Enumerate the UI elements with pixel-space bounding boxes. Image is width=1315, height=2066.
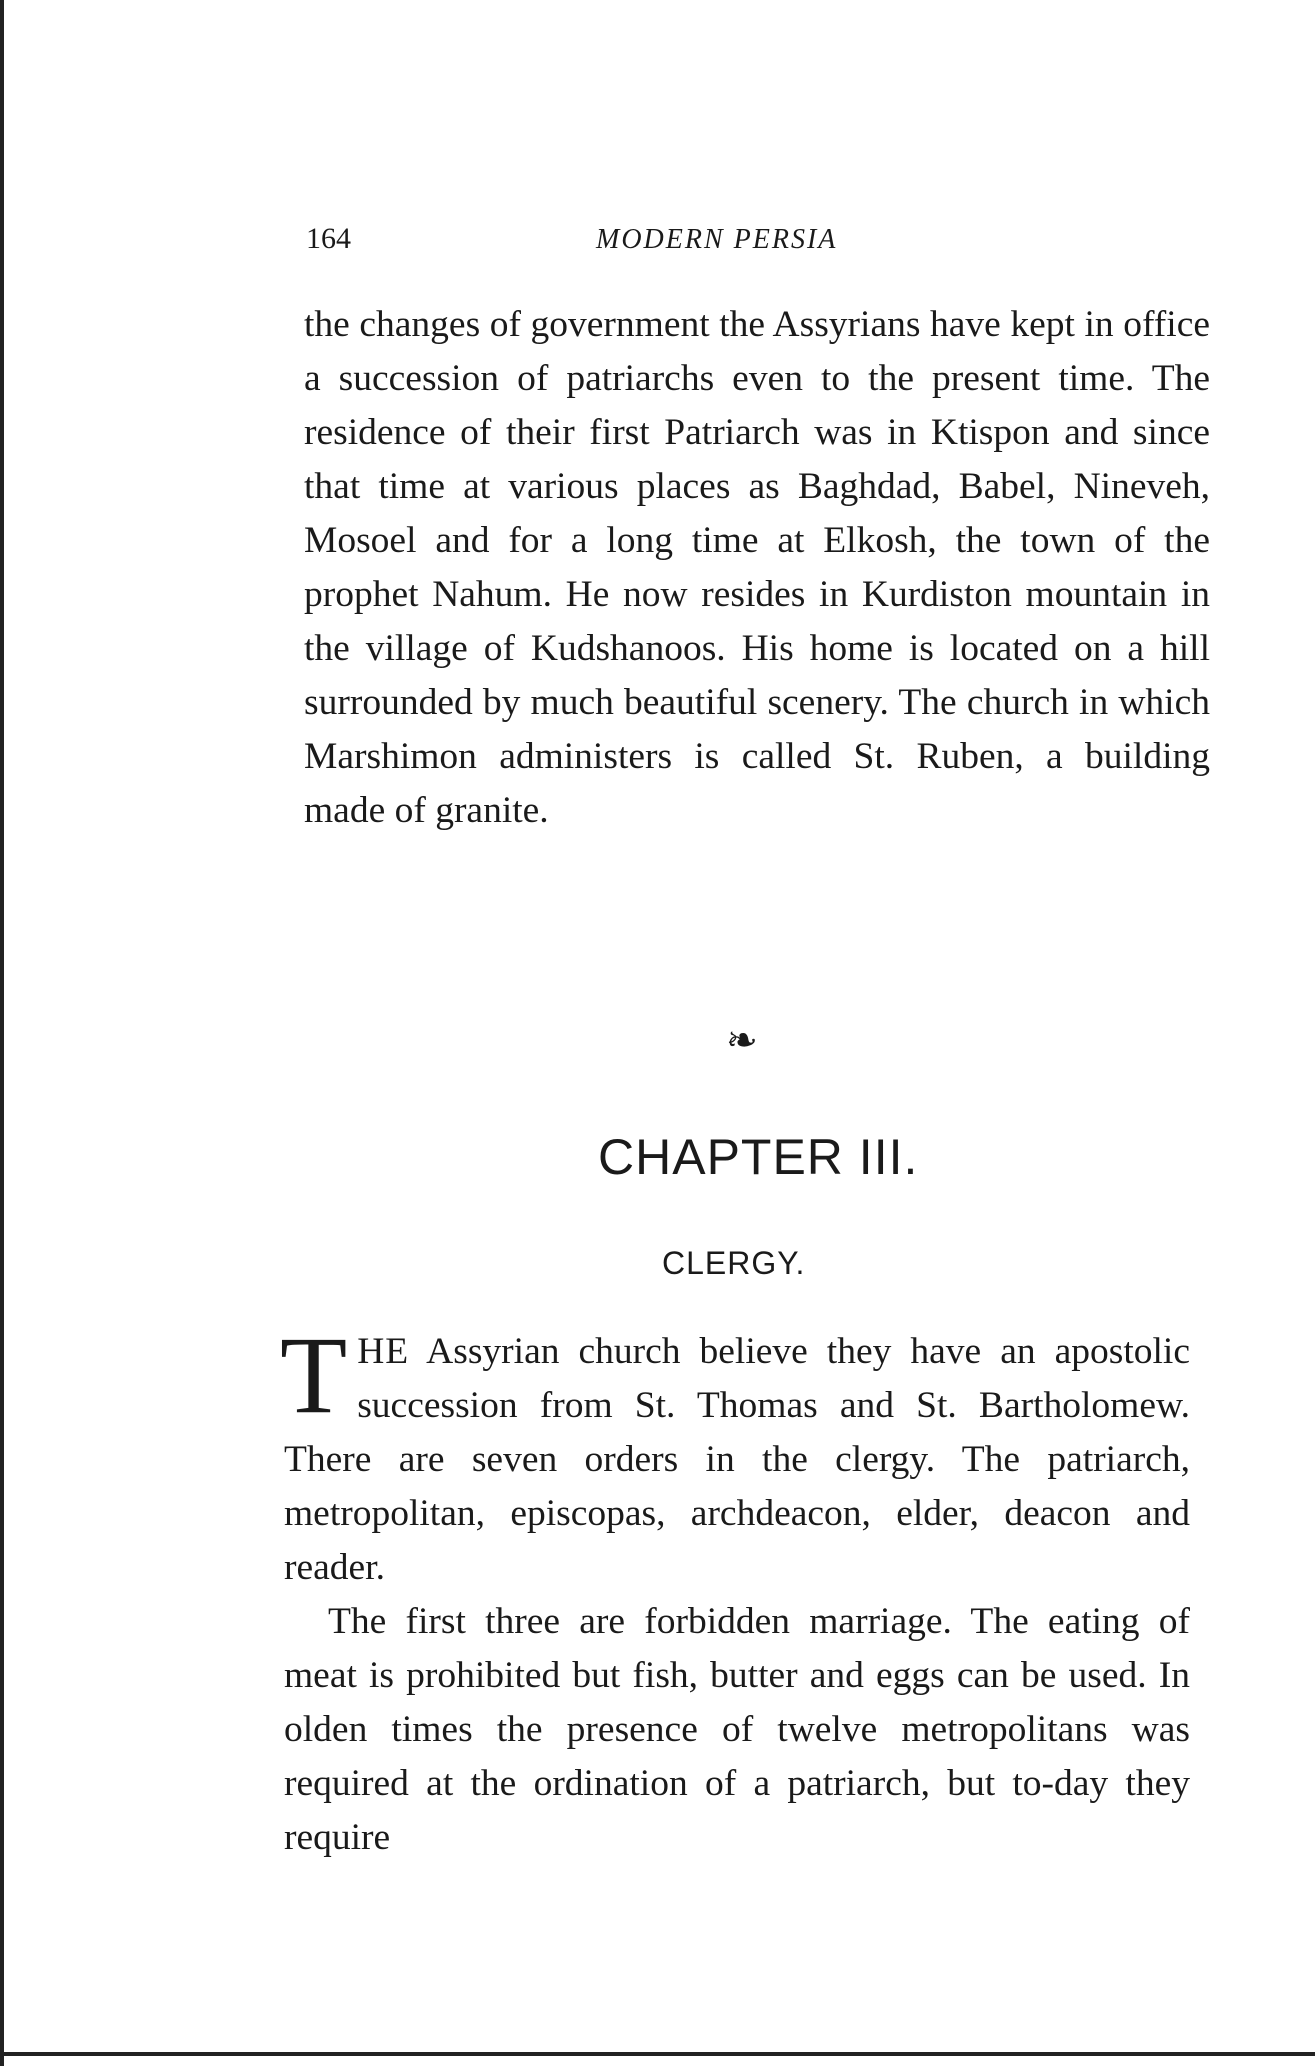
chapter-second-paragraph: The first three are forbidden marriage. The eating of meat is prohibited but fish, butter and eggs can be used. In olden times the presence of twelve metropolitans was required at the ordination of a patriarch, but to-day they require	[284, 1601, 1190, 1858]
running-head	[306, 222, 1226, 262]
page-number: 164	[306, 222, 351, 255]
section-title: CLERGY.	[662, 1245, 806, 1281]
drop-cap: T	[280, 1314, 348, 1436]
fleuron-ornament-icon: ❧	[726, 1020, 758, 1062]
chapter-first-paragraph	[280, 1314, 1190, 1595]
page-left-edge	[0, 0, 4, 2066]
running-title: MODERN PERSIA	[596, 224, 838, 255]
page-bottom-edge	[0, 2052, 1315, 2056]
chapter-title: CHAPTER III.	[598, 1129, 919, 1185]
first-word-small-caps: HE	[357, 1331, 410, 1372]
paragraph-continued: the changes of government the Assyrians have kept in office a succession of patriarchs even to the present time. The residence of their first Patriarch was in Ktispon and since that time at various places as Baghdad, Babel, Nineveh, Mosoel and for a long time at Elkosh, the town of the prophet Nahum. He now resides in Kurdiston mountain in the village of Kudshanoos. His home is located on a hill surrounded by much beautiful scenery. The church in which Marshimon administers is called St. Ruben, a building made of granite.	[304, 304, 1210, 831]
first-paragraph-text: Assyrian church believe they have an apostolic succession from St. Thomas and St. Bartholomew. There are seven orders in the clergy. The patriarch, metropolitan, episcopas, archdeacon, elder, deacon and reader.	[284, 1331, 1190, 1588]
